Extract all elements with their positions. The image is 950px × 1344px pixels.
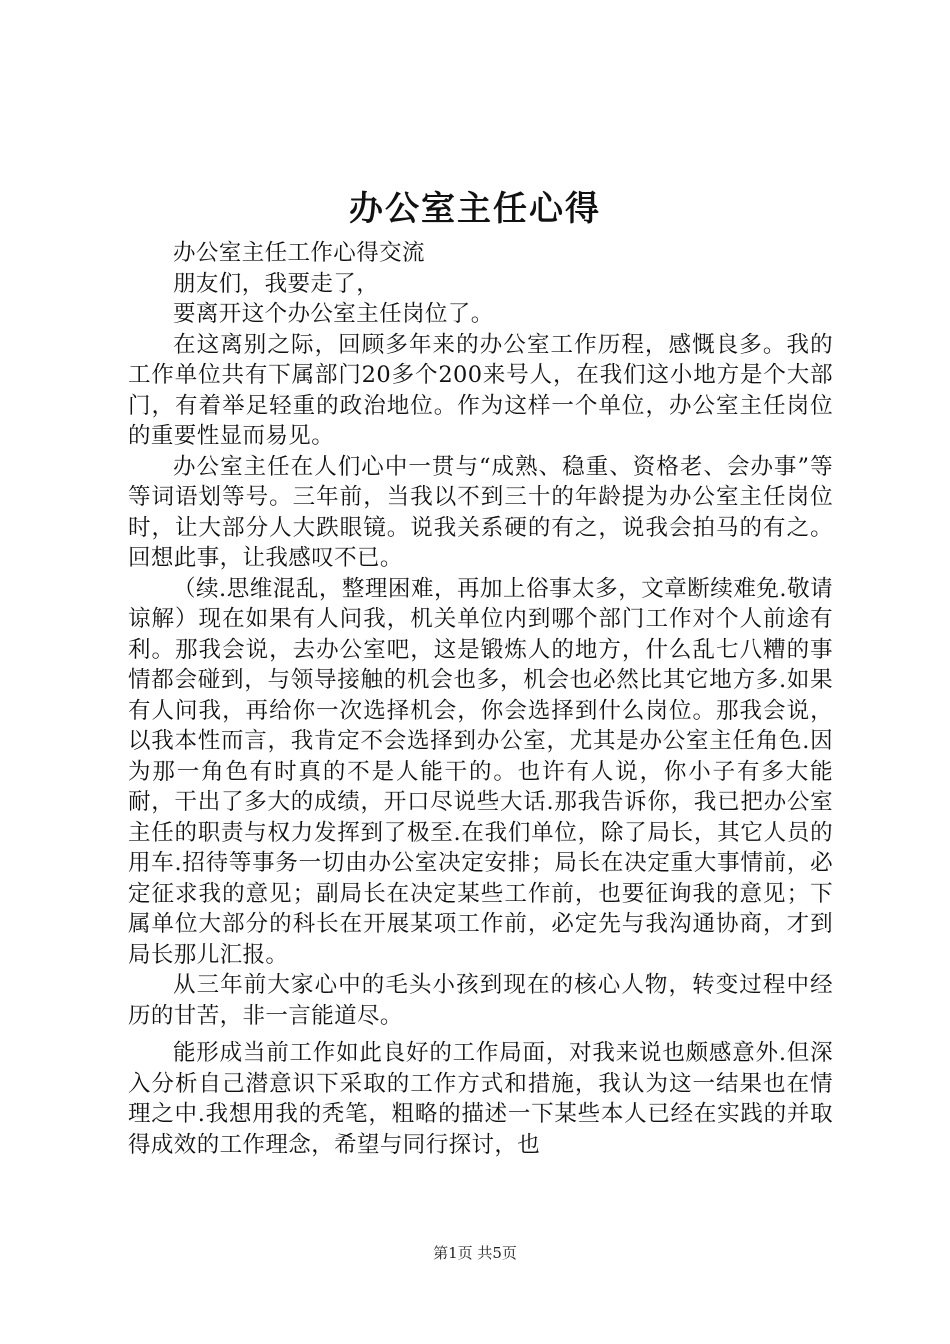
document-body — [128, 238, 833, 1160]
page-footer: 第1页 共5页 — [433, 1244, 517, 1262]
paragraph: 从三年前大家心中的毛头小孩到现在的核心人物，转变过程中经历的甘苦，非一言能道尽。 — [128, 972, 833, 1029]
document-title: 办公室主任心得 — [349, 189, 601, 229]
paragraph: 能形成当前工作如此良好的工作局面，对我来说也颇感意外.但深入分析自己潜意识下采取的工作方式和措施，我认为这一结果也在情理之中.我想用我的秃笔，粗略的描述一下某些本人已经在实践的并取得成效的工作理念，希望与同行探讨，也 — [128, 1040, 833, 1158]
paragraph: 办公室主任在人们心中一贯与“成熟、稳重、资格老、会办事”等等词语划等号。三年前，当我以不到三十的年龄提为办公室主任岗位时，让大部分人大跌眼镜。说我关系硬的有之，说我会拍马的有之。回想此事，让我感叹不已。 — [128, 453, 833, 571]
paragraph: 办公室主任工作心得交流 — [173, 240, 425, 266]
paragraph: 在这离别之际，回顾多年来的办公室工作历程，感慨良多。我的工作单位共有下属部门20多个200来号人，在我们这小地方是个大部门，有着举足轻重的政治地位。作为这样一个单位，办公室主任岗位的重要性显而易见。 — [128, 331, 833, 449]
paragraph: 要离开这个办公室主任岗位了。 — [173, 301, 494, 327]
paragraph: （续.思维混乱，整理困难，再加上俗事太多，文章断续难免.敬请谅解）现在如果有人问我，机关单位内到哪个部门工作对个人前途有利。那我会说，去办公室吧，这是锻炼人的地方，什么乱七八糟的事情都会碰到，与领导接触的机会也多，机会也必然比其它地方多.如果有人问我，再给你一次选择机会，你会选择到什么岗位。那我会说，以我本性而言，我肯定不会选择到办公室，尤其是办公室主任角色.因为那一角色有时真的不是人能干的。也许有人说，你小子有多大能耐，干出了多大的成绩，开口尽说些大话.那我告诉你，我已把办公室主任的职责与权力发挥到了极至.在我们单位，除了局长，其它人员的用车.招待等事务一切由办公室决定安排；局长在决定重大事情前，必定征求我的意见；副局长在决定某些工作前，也要征询我的意见；下属单位大部分的科长在开展某项工作前，必定先与我沟通协商，才到局长那儿汇报。 — [128, 575, 833, 968]
paragraph: 朋友们，我要走了， — [173, 270, 380, 297]
